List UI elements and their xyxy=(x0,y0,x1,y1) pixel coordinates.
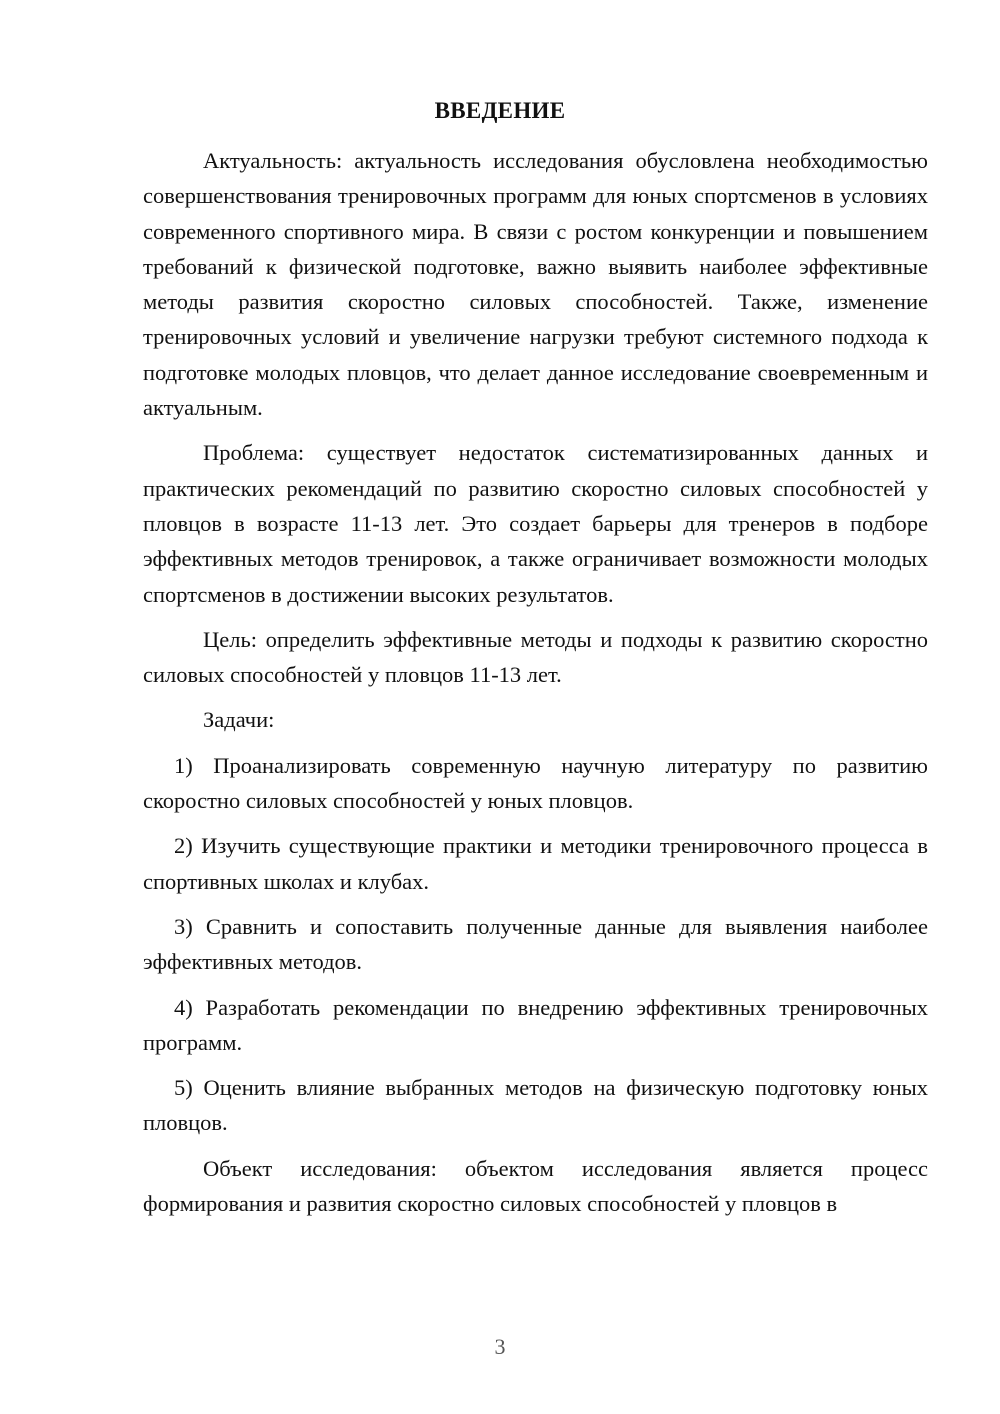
task-item: 5) Оценить влияние выбранных методов на физическую подготовку юных пловцов. xyxy=(143,1075,928,1136)
goal-paragraph: Цель: определить эффективные методы и подходы к развитию скоростно силовых способностей у пловцов 11-13 лет. xyxy=(143,626,928,688)
relevance-paragraph: Актуальность: актуальность исследования обусловлена необходимостью совершенствования тренировочных программ для юных спортсменов в условиях современного спортивного мира. В связи с ростом конкуренции и повышением требований к физической подготовке, важно выявить наиболее эффективные методы развития скоростно силовых способностей. Также, изменение тренировочных условий и увеличение нагрузки требуют системного подхода к подготовке молодых пловцов, что делает данное исследование своевременным и актуальным. xyxy=(143,148,928,421)
task-item: 2) Изучить существующие практики и методики тренировочного процесса в спортивных школах и клубах. xyxy=(143,833,928,894)
page-number: 3 xyxy=(494,1334,506,1359)
task-item: 3) Сравнить и сопоставить полученные данные для выявления наиболее эффективных методов. xyxy=(143,913,928,975)
tasks-heading: Задачи: xyxy=(203,707,275,733)
problem-paragraph: Проблема: существует недостаток систематизированных данных и практических рекомендаций по развитию скоростно силовых способностей у пловцов в возрасте 11-13 лет. Это создает барьеры для тренеров в подборе эффективных методов тренировок, а также ограничивает возможности молодых спортсменов в достижении высоких результатов. xyxy=(143,440,928,607)
object-paragraph: Объект исследования: объектом исследования является процесс формирования и развития скоростно силовых способностей у пловцов в xyxy=(143,1155,928,1217)
task-item: 4) Разработать рекомендации по внедрению эффективных тренировочных программ. xyxy=(143,994,928,1055)
page-title: ВВЕДЕНИЕ xyxy=(434,98,566,123)
task-item: 1) Проанализировать современную научную литературу по развитию скоростно силовых способностей у юных пловцов. xyxy=(143,752,928,814)
body-text xyxy=(143,143,928,1221)
